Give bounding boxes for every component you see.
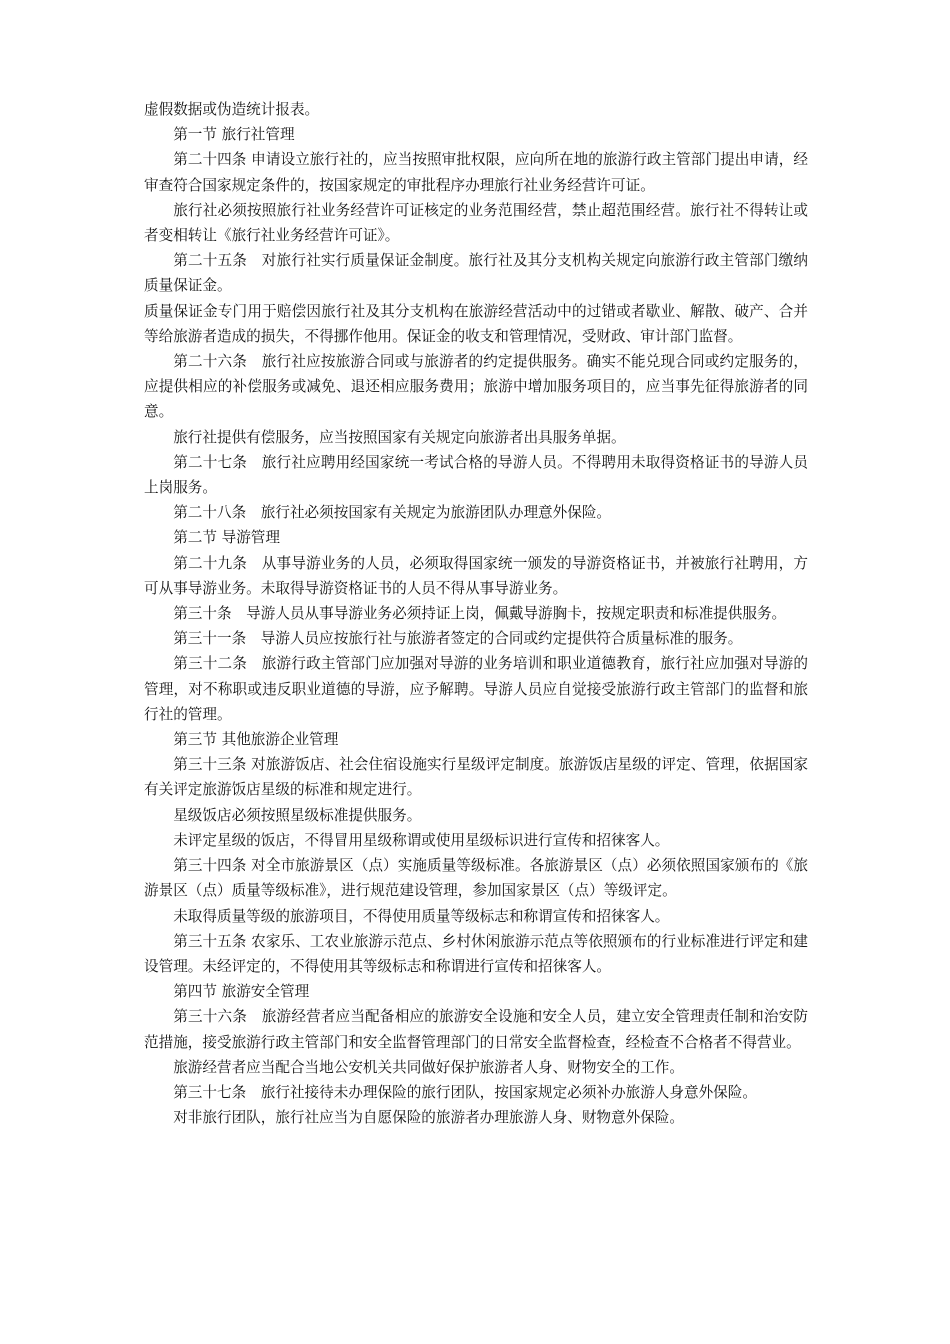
section-heading-1: 第一节 旅行社管理 (173, 126, 295, 144)
article-36-para-2: 旅游经营者应当配合当地公安机关共同做好保护旅游者人身、财物安全的工作。 (173, 1058, 684, 1076)
article-37: 第三十七条 旅行社接待未办理保险的旅行团队，按国家规定必须补办旅游人身意外保险。 (173, 1083, 757, 1101)
article-29: 第二十九条 从事导游业务的人员，必须取得国家统一颁发的导游资格证书，并被旅行社聘用，方可从事导游业务。未取得导游资格证书的人员不得从事导游业务。 (144, 554, 808, 597)
article-27: 第二十七条 旅行社应聘用经国家统一考试合格的导游人员。不得聘用未取得资格证书的导游人员上岗服务。 (144, 453, 808, 497)
article-37-para-2: 对非旅行团队，旅行社应当为自愿保险的旅游者办理旅游人身、财物意外保险。 (173, 1109, 684, 1127)
article-25: 第二十五条 对旅行社实行质量保证金制度。旅行社及其分支机构关规定向旅游行政主管部门缴纳质量保证金。 (144, 252, 808, 295)
article-32: 第三十二条 旅游行政主管部门应加强对导游的业务培训和职业道德教育，旅行社应加强对导游的管理，对不称职或违反职业道德的导游，应予解聘。导游人员应自觉接受旅游行政主管部门的监督和旅行社的管理。 (144, 655, 808, 723)
article-26: 第二十六条 旅行社应按旅游合同或与旅游者的约定提供服务。确实不能兑现合同或约定服务的，应提供相应的补偿服务或减免、退还相应服务费用；旅游中增加服务项目的，应当事先征得旅游者的同意。 (144, 353, 808, 421)
article-24-para-2: 旅行社必须按照旅行社业务经营许可证核定的业务范围经营，禁止超范围经营。旅行社不得转让或者变相转让《旅行社业务经营许可证》。 (144, 201, 808, 245)
paragraph-continuation: 虚假数据或伪造统计报表。 (144, 101, 320, 118)
article-36: 第三十六条 旅游经营者应当配备相应的旅游安全设施和安全人员，建立安全管理责任制和治安防范措施，接受旅游行政主管部门和安全监督管理部门的日常安全监督检查，经检查不合格者不得营业。 (144, 1008, 808, 1051)
article-35: 第三十五条 农家乐、工农业旅游示范点、乡村休闲旅游示范点等依照颁布的行业标准进行评定和建设管理。未经评定的，不得使用其等级标志和称谓进行宣传和招徕客人。 (144, 932, 808, 975)
document-page (144, 97, 808, 1130)
section-heading-3: 第三节 其他旅游企业管理 (173, 731, 339, 749)
section-heading-4: 第四节 旅游安全管理 (173, 983, 310, 1001)
article-24: 第二十四条 申请设立旅行社的，应当按照审批权限，应向所在地的旅游行政主管部门提出申请，经审查符合国家规定条件的，按国家规定的审批程序办理旅行社业务经营许可证。 (144, 151, 808, 194)
article-31: 第三十一条 导游人员应按旅行社与旅游者签定的合同或约定提供符合质量标准的服务。 (173, 630, 743, 648)
article-33: 第三十三条 对旅游饭店、社会住宿设施实行星级评定制度。旅游饭店星级的评定、管理，依据国家有关评定旅游饭店星级的标准和规定进行。 (144, 756, 808, 799)
article-30: 第三十条 导游人员从事导游业务必须持证上岗，佩戴导游胸卡，按规定职责和标准提供服务。 (173, 605, 787, 623)
article-33-para-3: 未评定星级的饭店，不得冒用星级称谓或使用星级标识进行宣传和招徕客人。 (173, 831, 670, 849)
article-25-para-2: 质量保证金专门用于赔偿因旅行社及其分支机构在旅游经营活动中的过错或者歇业、解散、破产、合并等给旅游者造成的损失，不得挪作他用。保证金的收支和管理情况，受财政、审计部门监督。 (144, 302, 808, 345)
article-34-para-2: 未取得质量等级的旅游项目，不得使用质量等级标志和称谓宣传和招徕客人。 (173, 907, 670, 925)
article-26-para-2: 旅行社提供有偿服务，应当按照国家有关规定向旅游者出具服务单据。 (173, 428, 626, 446)
section-heading-2: 第二节 导游管理 (173, 529, 280, 547)
article-33-para-2: 星级饭店必须按照星级标准提供服务。 (173, 806, 422, 824)
article-28: 第二十八条 旅行社必须按国家有关规定为旅游团队办理意外保险。 (173, 504, 612, 522)
article-34: 第三十四条 对全市旅游景区（点）实施质量等级标准。各旅游景区（点）必须依照国家颁布的《旅游景区（点）质量等级标准》，进行规范建设管理，参加国家景区（点）等级评定。 (144, 857, 808, 900)
